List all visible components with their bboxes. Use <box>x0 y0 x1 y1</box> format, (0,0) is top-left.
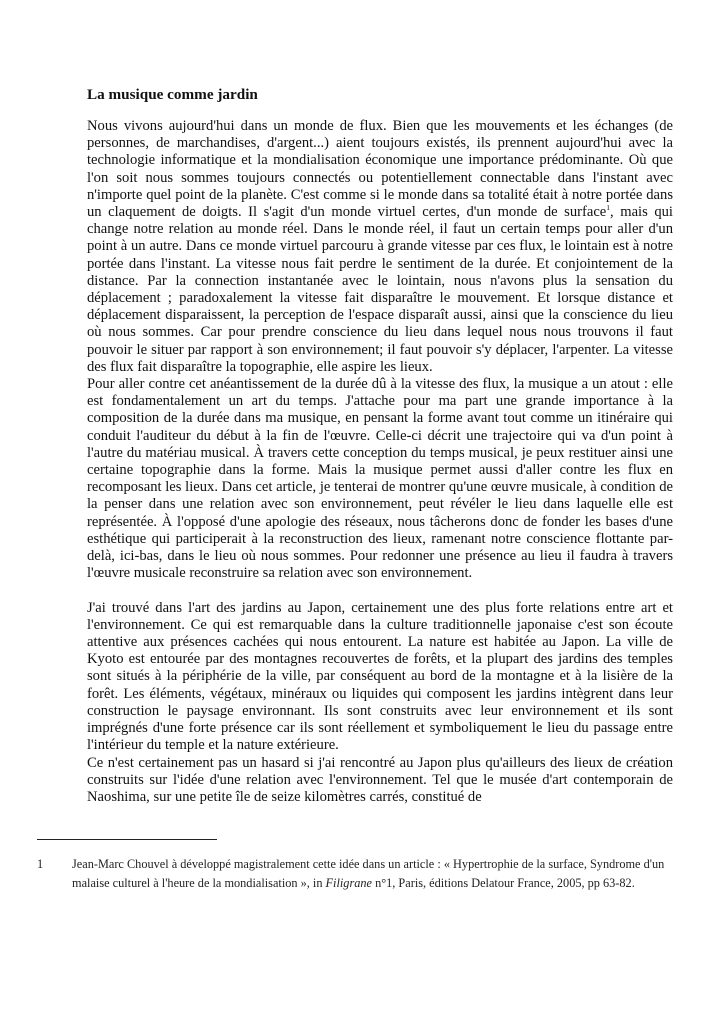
document-body <box>87 118 673 806</box>
paragraph-text: , mais qui change notre relation au monde réel. Dans le monde réel, il faut un certain temps pour aller d'un point à un autre. Dans ce monde virtuel parcouru à grande vitesse par ces flux, le lointain est à notre portée dans l'instant. La vitesse nous fait perdre le sentiment de la durée. Et conjointement de la distance. Par la connection instantanée avec le lointain, nous n'avons plus la sensation du déplacement ; paradoxalement la vitesse fait disparaître le mouvement. Et lorsque distance et déplacement disparaissent, la perception de l'espace disparaît aussi, ainsi que la conscience du lieu où nous sommes. Car pour prendre conscience du lieu dans lequel nous nous trouvons il faut pouvoir le situer par rapport à son environnement; il faut pouvoir s'y déplacer, l'arpenter. La vitesse des flux fait disparaître la topographie, elle aspire les lieux. <box>87 204 673 375</box>
paragraph-4: Ce n'est certainement pas un hasard si j'ai rencontré au Japon plus qu'ailleurs des lieux de création construits sur l'idée d'une relation avec l'environnement. Tel que le musée d'art contemporain de Naoshima, sur une petite île de seize kilomètres carrés, constitué de <box>87 754 673 805</box>
footnote-reference[interactable]: 1 <box>606 203 611 213</box>
paragraph-text: Nous vivons aujourd'hui dans un monde de flux. Bien que les mouvements et les échanges (de personnes, de marchandises, d'argent...) aient toujours existés, ils prennent aujourd'hui avec la technologie informatique et la mondialisation économique une importance prédominante. Où que l'on soit nous sommes toujours connectés ou potentiellement connectable dans l'instant avec n'importe quel point de la planète. C'est comme si le monde dans sa totalité était à notre portée dans un claquement de doigts. Il s'agit d'un monde virtuel certes, d'un monde de surface <box>87 118 673 221</box>
paragraph-3: J'ai trouvé dans l'art des jardins au Japon, certainement une des plus forte relations entre art et l'environnement. Ce qui est remarquable dans la culture traditionnelle japonaise c'est son écoute attentive aux présences cachées qui nous entourent. La nature est habitée au Japon. La ville de Kyoto est entourée par des montagnes recouvertes de forêts, et la plupart des jardins des temples sont situés à la périphérie de la ville, par conséquent au bord de la montagne et à la lisière de la forêt. Les éléments, végétaux, minéraux ou liquides qui composent les jardins intègrent dans leur construction le paysage environnant. Ils sont construits avec leur environnement et ils sont imprégnés d'une forte présence car ils sont réellement et symboliquement le lieu du passage entre l'intérieur du temple et la nature extérieure. <box>87 599 673 754</box>
footnote-text-part: n°1, Paris, éditions Delatour France, 2005, pp 63-82. <box>372 876 635 890</box>
paragraph-1 <box>87 118 673 376</box>
footnote-text-part: Jean-Marc Chouvel à développé magistralement cette idée dans un article : « Hypertrophie de la surface, Syndrome d'un malaise culturel à l'heure de la mondialisation », in <box>72 857 665 890</box>
footnote-journal-title: Filigrane <box>325 876 372 890</box>
paragraph-2: Pour aller contre cet anéantissement de la durée dû à la vitesse des flux, la musique a un atout : elle est fondamentalement un art du temps. J'attache pour ma part une grande importance à la composition de la durée dans ma musique, en pensant la forme avant tout comme un itinéraire qui conduit l'auditeur du début à la fin de l'œuvre. Celle-ci décrit une trajectoire qui va d'un point à l'autre du matériau musical. À travers cette conception du temps musical, je peux restituer ainsi une certaine topographie dans la forme. Mais la musique permet aussi d'aller contre les flux en recomposant les lieux. Dans cet article, je tenterai de montrer qu'une œuvre musicale, à condition de la penser dans une relation avec son environnement, peut révéler le lieu dans laquelle elle est représentée. À l'opposé d'une apologie des réseaux, nous tâcherons donc de fonder les bases d'une esthétique qui participerait à la reconstruction des lieux, ramenant notre conscience flottante par-delà, ici-bas, dans le lieu où nous sommes. Pour redonner une présence au lieu il faudra à travers l'œuvre musicale reconstruire sa relation avec son environnement. <box>87 376 673 582</box>
page-title: La musique comme jardin <box>87 86 258 103</box>
footnote <box>37 855 697 893</box>
footnote-number: 1 <box>37 857 44 871</box>
footnote-divider <box>37 839 217 840</box>
footnote-text <box>72 855 697 893</box>
